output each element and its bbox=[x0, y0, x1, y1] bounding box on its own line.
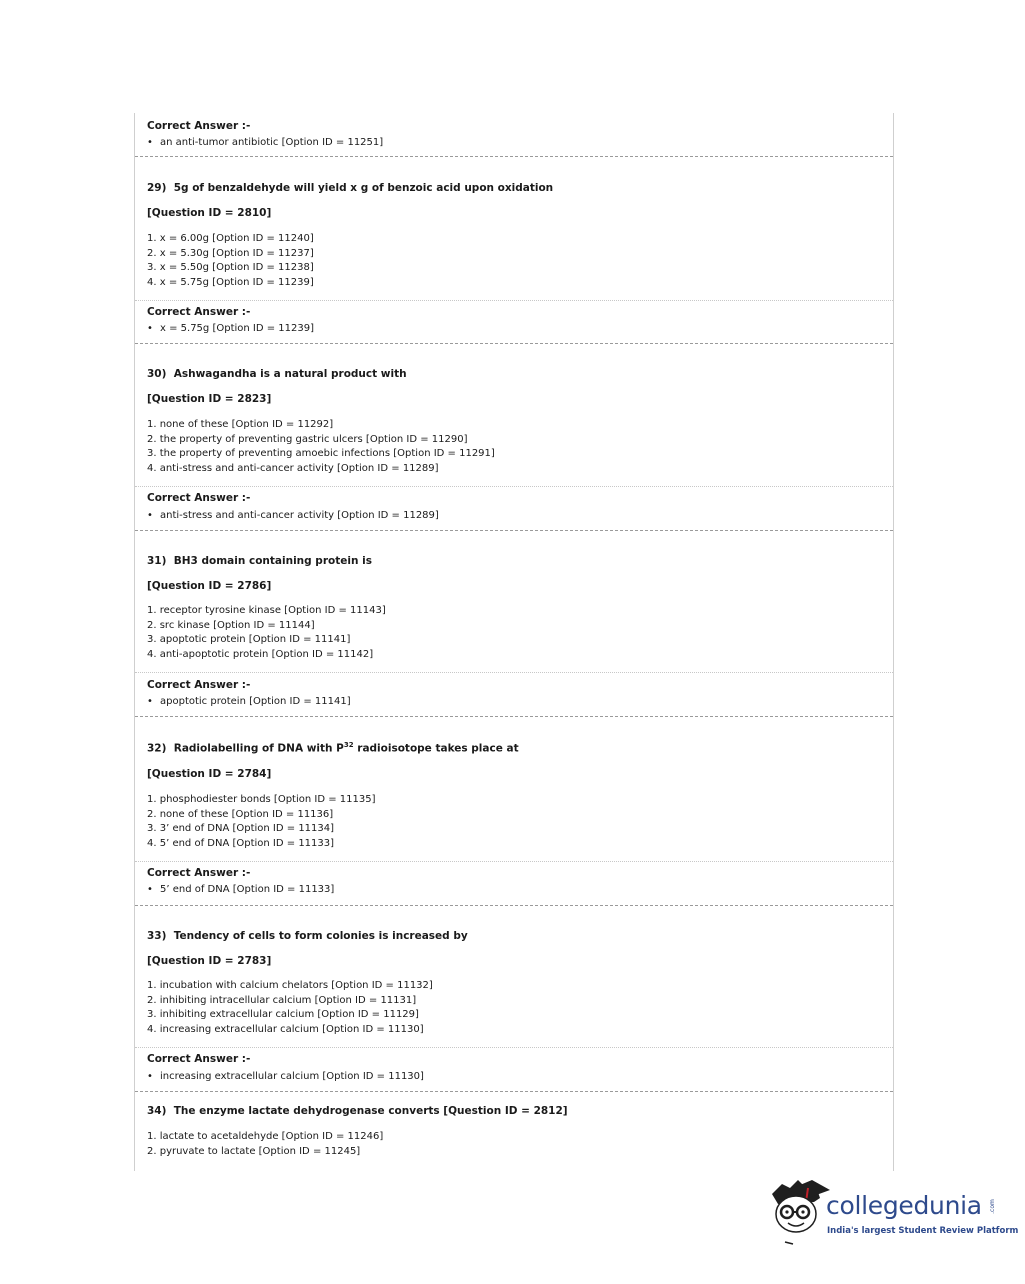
option: 3. inhibiting extracellular calcium [Option ID = 11129] bbox=[147, 1009, 419, 1021]
option: 2. none of these [Option ID = 11136] bbox=[147, 808, 334, 820]
option: 4. increasing extracellular calcium [Option ID = 11130] bbox=[147, 1024, 424, 1036]
correct-answer: • an anti-tumor antibiotic [Option ID = 11251] bbox=[147, 137, 384, 148]
question-id-32: [Question ID = 2784] bbox=[147, 768, 272, 780]
correct-answer-label: Correct Answer :- bbox=[147, 306, 251, 318]
option: 3. x = 5.50g [Option ID = 11238] bbox=[147, 262, 314, 274]
correct-answer: • x = 5.75g [Option ID = 11239] bbox=[147, 323, 314, 334]
question-separator bbox=[135, 1091, 893, 1092]
options-31 bbox=[147, 604, 386, 663]
correct-answer: • anti-stress and anti-cancer activity [Option ID = 11289] bbox=[147, 510, 439, 521]
answer-divider bbox=[135, 486, 893, 487]
correct-answer-label: Correct Answer :- bbox=[147, 120, 251, 132]
option: 1. x = 6.00g [Option ID = 11240] bbox=[147, 233, 314, 244]
answer-divider bbox=[135, 861, 893, 862]
question-title-33: 33) Tendency of cells to form colonies is increased by bbox=[147, 930, 468, 942]
question-id-30: [Question ID = 2823] bbox=[147, 393, 272, 405]
answer-divider bbox=[135, 300, 893, 301]
option: 3. apoptotic protein [Option ID = 11141] bbox=[147, 634, 351, 646]
logo-suffix: .com bbox=[988, 1199, 996, 1214]
options-34 bbox=[147, 1130, 383, 1159]
options-30 bbox=[147, 418, 495, 477]
question-id-29: [Question ID = 2810] bbox=[147, 207, 272, 219]
question-page bbox=[134, 113, 894, 1171]
question-separator bbox=[135, 716, 893, 717]
options-29 bbox=[147, 232, 314, 291]
option: 1. none of these [Option ID = 11292] bbox=[147, 419, 334, 430]
question-id-31: [Question ID = 2786] bbox=[147, 580, 272, 592]
option: 3. 3’ end of DNA [Option ID = 11134] bbox=[147, 823, 335, 835]
question-title-31: 31) BH3 domain containing protein is bbox=[147, 555, 372, 567]
question-title-30: 30) Ashwagandha is a natural product with bbox=[147, 368, 407, 380]
correct-answer-label: Correct Answer :- bbox=[147, 867, 251, 879]
option: 2. src kinase [Option ID = 11144] bbox=[147, 619, 315, 631]
option: 1. incubation with calcium chelators [Option ID = 11132] bbox=[147, 980, 433, 991]
answer-divider bbox=[135, 1047, 893, 1048]
option: 4. anti-stress and anti-cancer activity [Option ID = 11289] bbox=[147, 463, 439, 475]
option: 1. receptor tyrosine kinase [Option ID = 11143] bbox=[147, 605, 386, 616]
options-32 bbox=[147, 793, 375, 852]
option: 2. pyruvate to lactate [Option ID = 11245] bbox=[147, 1145, 361, 1157]
option: 1. phosphodiester bonds [Option ID = 11135] bbox=[147, 794, 376, 805]
option: 1. lactate to acetaldehyde [Option ID = 11246] bbox=[147, 1131, 384, 1142]
question-separator bbox=[135, 343, 893, 344]
option: 2. inhibiting intracellular calcium [Option ID = 11131] bbox=[147, 994, 417, 1006]
options-33 bbox=[147, 979, 433, 1038]
question-id-33: [Question ID = 2783] bbox=[147, 955, 272, 967]
logo-wordmark: collegedunia bbox=[826, 1191, 982, 1220]
question-separator bbox=[135, 905, 893, 906]
correct-answer-label: Correct Answer :- bbox=[147, 492, 251, 504]
logo-tagline: India's largest Student Review Platform bbox=[827, 1226, 1019, 1236]
option: 4. 5’ end of DNA [Option ID = 11133] bbox=[147, 838, 335, 850]
question-separator bbox=[135, 156, 893, 157]
question-title-29: 29) 5g of benzaldehyde will yield x g of benzoic acid upon oxidation bbox=[147, 182, 554, 194]
correct-answer: • 5’ end of DNA [Option ID = 11133] bbox=[147, 884, 335, 895]
option: 3. the property of preventing amoebic infections [Option ID = 11291] bbox=[147, 448, 495, 460]
question-separator bbox=[135, 530, 893, 531]
answer-divider bbox=[135, 672, 893, 673]
correct-answer-label: Correct Answer :- bbox=[147, 679, 251, 691]
correct-answer: • apoptotic protein [Option ID = 11141] bbox=[147, 696, 351, 707]
option: 2. x = 5.30g [Option ID = 11237] bbox=[147, 247, 314, 259]
correct-answer: • increasing extracellular calcium [Option ID = 11130] bbox=[147, 1071, 424, 1082]
option: 2. the property of preventing gastric ulcers [Option ID = 11290] bbox=[147, 433, 468, 445]
option: 4. anti-apoptotic protein [Option ID = 11142] bbox=[147, 649, 374, 661]
correct-answer-label: Correct Answer :- bbox=[147, 1053, 251, 1065]
option: 4. x = 5.75g [Option ID = 11239] bbox=[147, 277, 314, 289]
question-title-34: 34) The enzyme lactate dehydrogenase converts [Question ID = 2812] bbox=[147, 1105, 568, 1117]
question-title-32: 32) Radiolabelling of DNA with $P^{32}$ radioisotope takes place at bbox=[147, 741, 519, 755]
